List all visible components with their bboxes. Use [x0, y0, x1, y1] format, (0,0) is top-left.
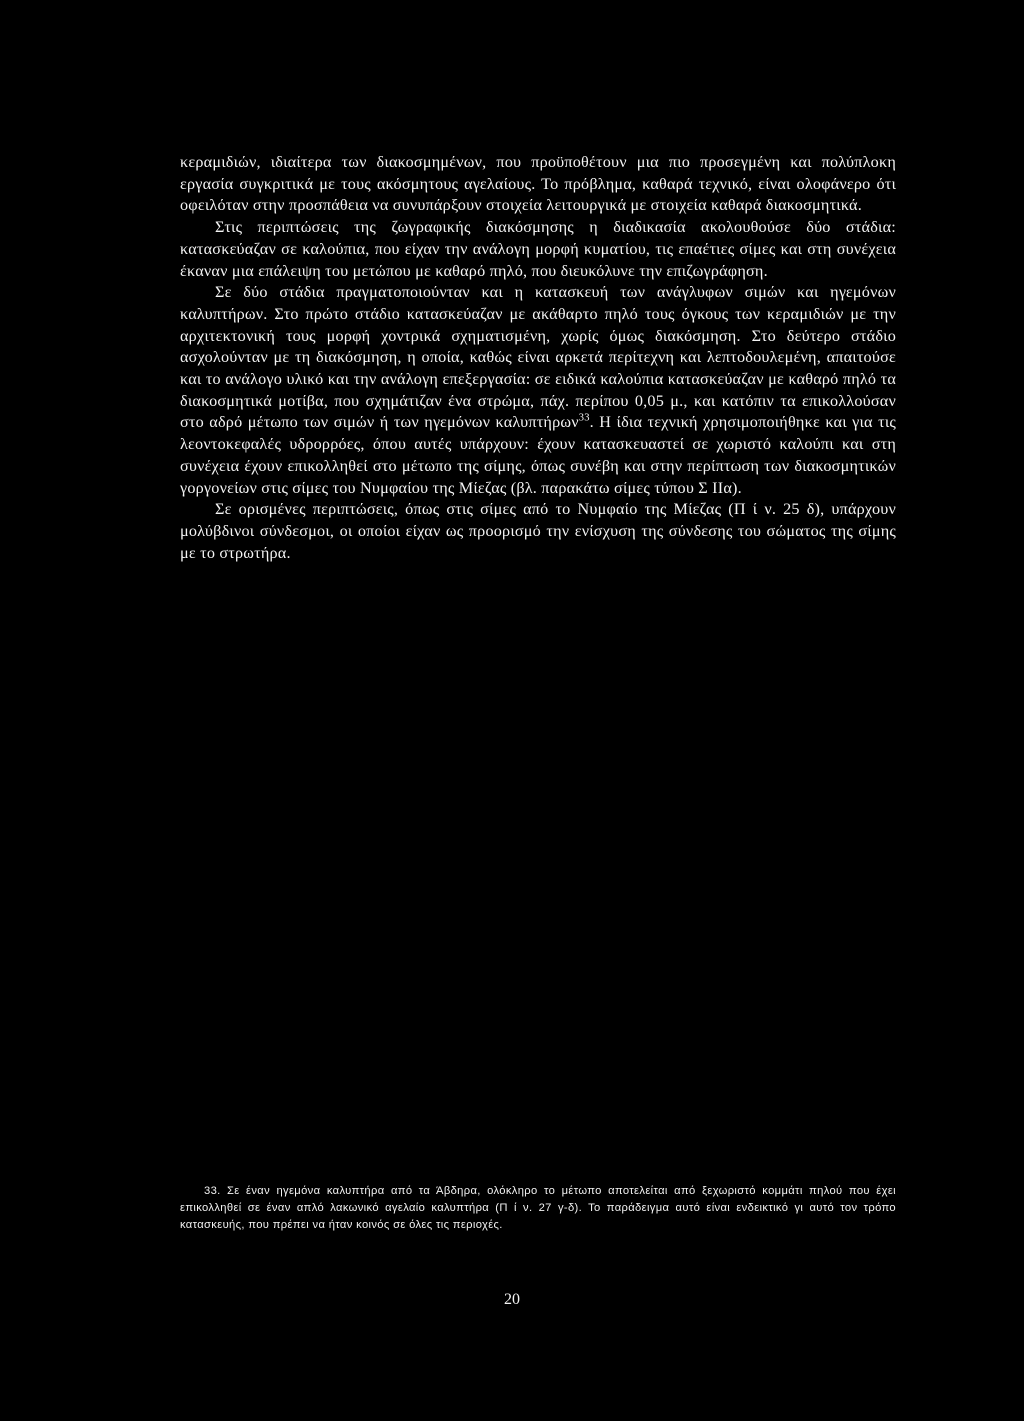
main-text [180, 152, 896, 564]
paragraph-3 [180, 282, 896, 499]
paragraph-1: κεραμιδιών, ιδιαίτερα των διακοσμημένων, που προϋποθέτουν μια πιο προσεγμένη και πολύπλοκη εργασία συγκριτικά με τους ακόσμητους αγελαίους. Το πρόβλημα, καθαρά τεχνικό, είναι ολοφάνερο ότι οφειλόταν στην προσπάθεια να συνυπάρξουν στοιχεία λειτουργικά με στοιχεία καθαρά διακοσμητικά. [180, 153, 896, 215]
page-number: 20 [504, 1291, 520, 1308]
footnote [180, 1183, 896, 1235]
paragraph-3-continuation: . Η ίδια τεχνική χρησιμοποιήθηκε και για τις λεοντοκεφαλές υδρορρόες, όπου αυτές υπάρχουν: έχουν κατασκευαστεί σε χωριστό καλούπι και στη συνέχεια έχουν επικολληθεί στο μέτωπο της σίμης, όπως συνέβη και στην περίπτωση των διακοσμητικών γοργονείων στις σίμες του Νυμφαίου της Μίεζας (βλ. παρακάτω σίμες τύπου Σ ΙΙα). [180, 413, 896, 497]
footnote-reference-33[interactable]: 33 [578, 413, 590, 425]
paragraph-3-text: Σε δύο στάδια πραγματοποιούνταν και η κατασκευή των ανάγλυφων σιμών και ηγεμόνων καλυπτήρων. Στο πρώτο στάδιο κατασκεύαζαν με ακάθαρτο πηλό τους όγκους των κεραμιδιών με την αρχιτεκτονική τους μορφή χοντρικά σχηματισμένη, χωρίς όμως διακόσμηση. Στο δεύτερο στάδιο ασχολούνταν με τη διακόσμηση, η οποία, καθώς είναι αρκετά περίτεχνη και λεπτοδουλεμένη, απαιτούσε και το ανάλογο υλικό και την ανάλογη επεξεργασία: σε ειδικά καλούπια κατασκεύαζαν με καθαρό πηλό τα διακοσμητικά μοτίβα, που σχημάτιζαν ένα στρώμα, πάχ. περίπου 0,05 μ., και κατόπιν τα επικολλούσαν στο αδρό μέτωπο των σιμών ή των ηγεμόνων καλυπτήρων [180, 283, 896, 432]
paragraph-2: Στις περιπτώσεις της ζωγραφικής διακόσμησης η διαδικασία ακολουθούσε δύο στάδια: κατασκεύαζαν σε καλούπια, που είχαν την ανάλογη μορφή κυματίου, τις επαέτιες σίμες και στη συνέχεια έκαναν μια επάλειψη του μετώπου με καθαρό πηλό, που διευκόλυνε την επιζωγράφηση. [180, 218, 896, 280]
paragraph-4: Σε ορισμένες περιπτώσεις, όπως στις σίμες από το Νυμφαίο της Μίεζας (Π ί ν. 25 δ), υπάρχουν μολύβδινοι σύνδεσμοι, οι οποίοι είχαν ως προορισμό την ενίσχυση της σύνδεσης του σώματος της σίμης με το στρωτήρα. [180, 500, 896, 562]
footnote-33: 33. Σε έναν ηγεμόνα καλυπτήρα από τα Άβδηρα, ολόκληρο το μέτωπο αποτελείται από ξεχωριστό κομμάτι πηλού που έχει επικολληθεί σε έναν απλό λακωνικό αγελαίο καλυπτήρα (Π ί ν. 27 γ-δ). Το παράδειγμα αυτό είναι ενδεικτικό γι αυτό τον τρόπο κατασκευής, που πρέπει να ήταν κοινός σε όλες τις περιοχές. [180, 1185, 896, 1232]
